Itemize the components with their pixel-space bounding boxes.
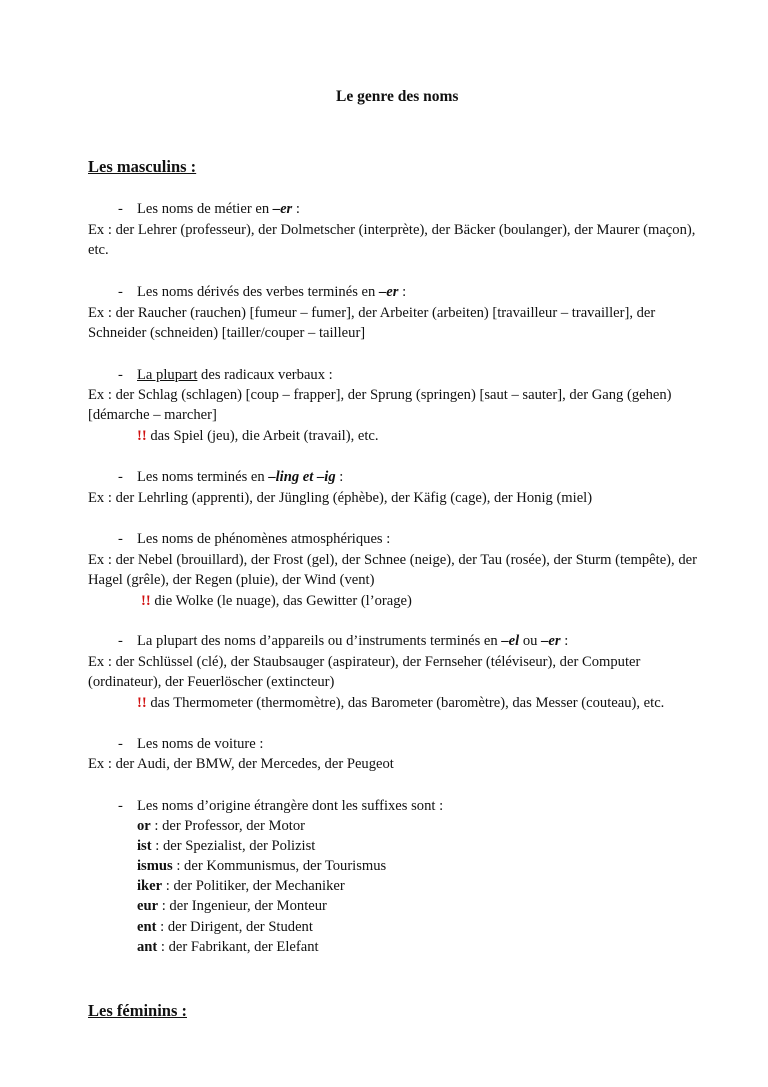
bullet-dash: -: [118, 736, 123, 752]
bullet-dash: -: [118, 531, 123, 547]
warning-mark: !!: [137, 695, 147, 711]
example-line: Ex : der Nebel (brouillard), der Frost (gel), der Schnee (neige), der Tau (rosée), der Sturm (tempête), der: [88, 552, 697, 568]
example-line: Schneider (schneiden) [tailler/couper – tailleur]: [88, 325, 366, 341]
rule-verbes: Les noms dérivés des verbes terminés en –er :: [137, 284, 407, 300]
example-line: Hagel (grêle), der Regen (pluie), der Wind (vent): [88, 572, 375, 588]
suffix-item: or : der Professor, der Motor: [137, 818, 306, 834]
suffix-item: iker : der Politiker, der Mechaniker: [137, 878, 345, 894]
warning-mark: !!: [141, 593, 151, 609]
example-line: Ex : der Schlag (schlagen) [coup – frapper], der Sprung (springen) [saut – sauter], der Gang (gehen): [88, 387, 672, 403]
suffix-item: eur : der Ingenieur, der Monteur: [137, 898, 327, 914]
rule-etrangere: Les noms d’origine étrangère dont les suffixes sont :: [137, 798, 444, 814]
exception-line: !! das Thermometer (thermomètre), das Barometer (baromètre), das Messer (couteau), etc.: [137, 695, 665, 711]
bullet-dash: -: [118, 284, 123, 300]
rule-appareils: La plupart des noms d’appareils ou d’instruments terminés en –el ou –er :: [137, 633, 569, 649]
bullet-dash: -: [118, 798, 123, 814]
rule-ling-ig: Les noms terminés en –ling et –ig :: [137, 469, 344, 485]
example-line: Ex : der Lehrer (professeur), der Dolmetscher (interprète), der Bäcker (boulanger), der Maurer (maçon),: [88, 222, 696, 238]
page-title: Le genre des noms: [336, 88, 459, 105]
example-line: (ordinateur), der Feuerlöscher (extincteur): [88, 674, 335, 690]
rule-meteo: Les noms de phénomènes atmosphériques :: [137, 531, 391, 547]
warning-mark: !!: [137, 428, 147, 444]
example-line: etc.: [88, 242, 109, 258]
example-line: Ex : der Raucher (rauchen) [fumeur – fumer], der Arbeiter (arbeiten) [travailleur – travailler], der: [88, 305, 656, 321]
suffix-item: ismus : der Kommunismus, der Tourismus: [137, 858, 387, 874]
suffix-item: ant : der Fabrikant, der Elefant: [137, 939, 319, 955]
example-line: [démarche – marcher]: [88, 407, 217, 423]
bullet-dash: -: [118, 201, 123, 217]
example-line: Ex : der Audi, der BMW, der Mercedes, der Peugeot: [88, 756, 394, 772]
section-heading-masculins: Les masculins :: [88, 157, 197, 176]
exception-line: !! die Wolke (le nuage), das Gewitter (l’orage): [141, 593, 412, 609]
example-line: Ex : der Lehrling (apprenti), der Jüngling (éphèbe), der Käfig (cage), der Honig (miel): [88, 490, 593, 506]
rule-voiture: Les noms de voiture :: [137, 736, 264, 752]
bullet-dash: -: [118, 367, 123, 383]
bullet-dash: -: [118, 633, 123, 649]
rule-metier: Les noms de métier en –er :: [137, 201, 300, 217]
bullet-dash: -: [118, 469, 123, 485]
rule-radicaux: La plupart des radicaux verbaux :: [137, 367, 333, 383]
suffix-item: ist : der Spezialist, der Polizist: [137, 838, 316, 854]
section-heading-feminins: Les féminins :: [88, 1001, 187, 1020]
exception-line: !! das Spiel (jeu), die Arbeit (travail), etc.: [137, 428, 379, 444]
suffix-item: ent : der Dirigent, der Student: [137, 919, 313, 935]
example-line: Ex : der Schlüssel (clé), der Staubsauger (aspirateur), der Fernseher (téléviseur), der Computer: [88, 654, 641, 670]
